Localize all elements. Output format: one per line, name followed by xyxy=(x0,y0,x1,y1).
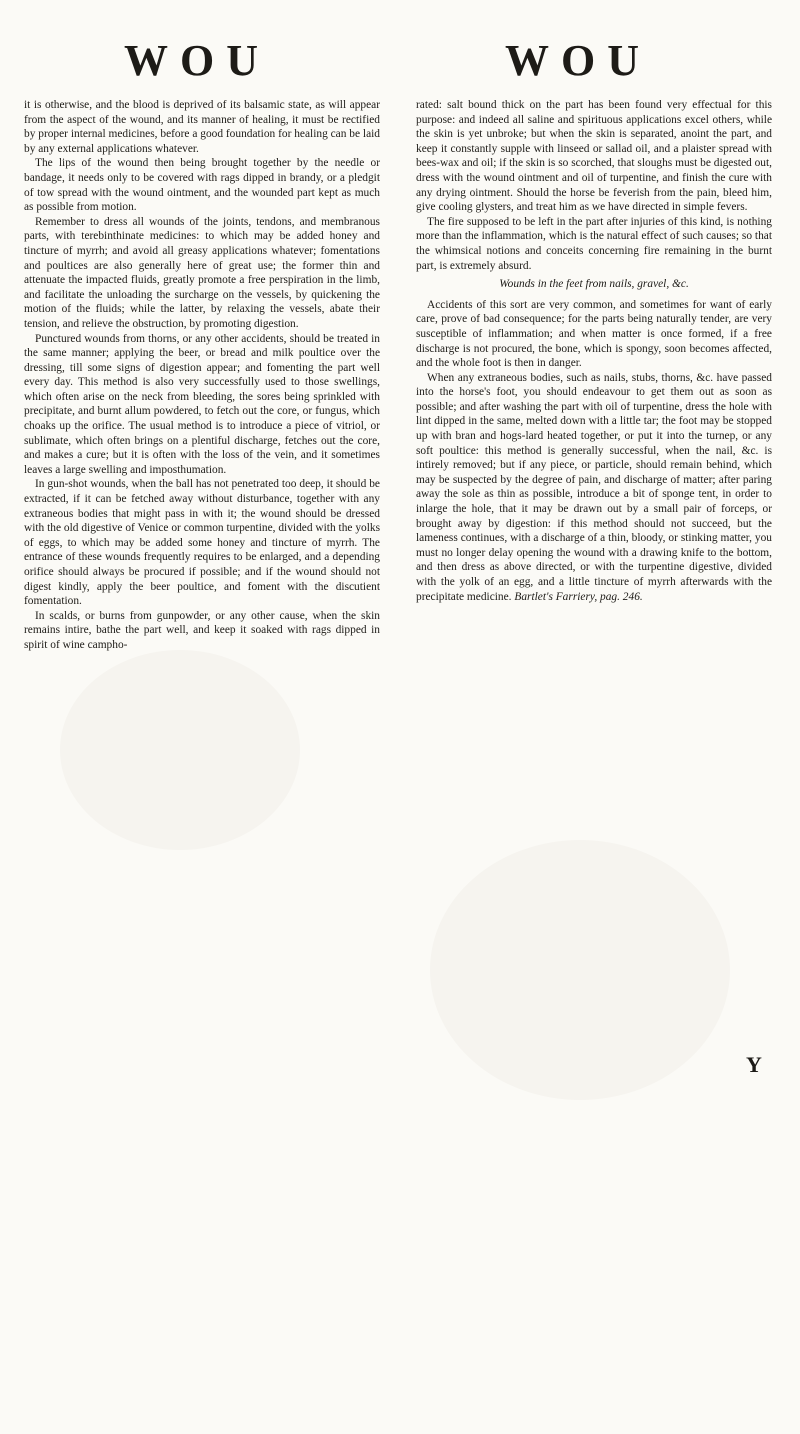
right-column xyxy=(416,98,772,604)
paragraph: The fire supposed to be left in the part after injuries of this kind, is nothing more than the inflammation, which is the natural effect of such causes; so that the whimsical notions and conceits concerning fire remaining in the burnt part, is extremely absurd. xyxy=(416,215,772,272)
paper-stain xyxy=(430,840,730,1100)
paragraph: Punctured wounds from thorns, or any other accidents, should be treated in the same manner; applying the beer, or bread and milk poultice over the dressing, till some signs of digestion appear; and fomenting the part well every day. This method is also very successfully used to those swellings, which often arise on the neck from bleeding, the sores being sprinkled with precipitate, and burnt allum powdered, to fetch out the core, or fungus, which choaks up the orifice. The usual method is to introduce a piece of vitriol, or sublimate, which often brings on a plentiful discharge, fetches out the core, and makes a cure; but it is often with the loss of the vein, and it sometimes leaves a large swelling and imposthumation. xyxy=(24,332,380,476)
paragraph: The lips of the wound then being brought together by the needle or bandage, it needs only to be covered with rags dipped in brandy, or a pledgit of tow spread with the wound ointment, and the wounded part kept as much as possible from motion. xyxy=(24,157,380,214)
catchword: Y xyxy=(746,1052,762,1077)
source-reference: Bartlet's Farriery, pag. 246. xyxy=(514,590,643,603)
running-head-right: WOU xyxy=(505,36,651,85)
running-header xyxy=(0,36,800,86)
paragraph: Accidents of this sort are very common, and sometimes for want of early care, prove of bad consequence; for the parts being naturally tender, are very susceptible of inflammation; and when matter is once formed, if a free discharge is not procured, the bone, which is spongy, soon becomes affected, and the whole foot is then in danger. xyxy=(416,298,772,370)
paragraph: In scalds, or burns from gunpowder, or any other cause, when the skin remains intire, bathe the part well, and keep it soaked with rags dipped in spirit of wine campho- xyxy=(24,609,380,651)
paper-stain xyxy=(60,650,300,850)
paragraph-text: When any extraneous bodies, such as nails, stubs, thorns, &c. have passed into the horse's foot, you should endeavour to get them out as soon as possible; and after washing the part with oil of turpentine, dress the hole with lint dipped in the same, melted down with a little tar; the foot may be stopped up with bran and hogs-lard heated together, or put it into the turnep, or any soft poultice: this method is generally successful, when the nail, &c. is intirely removed; but if any piece, or particle, should remain behind, which may be suspected by the degree of pain, and discharge of matter; after paring away the sole as thin as possible, introduce a bit of sponge tent, in order to inlarge the hole, that it may be drawn out by a small pair of forceps, or brought away by digestion: if this method should not succeed, but the lameness continues, with a discharge of a thin, bloody, or stinking matter, you must no longer delay opening the wound with a drawing knife to the bottom, and then dress as above directed, or with the turpentine digestive, divided with the yolk of an egg, and a little tincture of myrrh afterwards with the precipitate medicine. xyxy=(416,371,772,603)
left-column xyxy=(24,98,380,653)
paragraph: In gun-shot wounds, when the ball has not penetrated too deep, it should be extracted, if it can be fetched away without disturbance, together with any extraneous bodies that might pass in with it; the wound should be dressed with the old digestive of Venice or common turpentine, divided with the yolks of eggs, to which may be added some honey and tincture of myrrh. The entrance of these wounds frequently requires to be enlarged, and a depending orifice should always be procured if possible; and if the wound should not digest kindly, apply the beer poultice, and foment with the discutient fomentation. xyxy=(24,478,380,608)
paragraph: rated: salt bound thick on the part has been found very effectual for this purpose: and indeed all saline and spirituous applications excel others, while the skin is yet unbroke; but when the skin is separated, anoint the part, and keep it constantly supple with linseed or sallad oil, and a plaister spread with bees-wax and oil; if the skin is so scorched, that sloughs must be digested out, dress with the wound ointment and oil of turpentine, and finish the cure with any drying ointment. Should the horse be feverish from the pain, bleed him, give cooling glysters, and treat him as we have directed in simple fevers. xyxy=(416,99,772,214)
paragraph xyxy=(416,371,772,605)
paragraph: it is otherwise, and the blood is deprived of its balsamic state, as will appear from the aspect of the wound, and its manner of healing, it must be rectified by proper internal medicines, before a good foundation for healing can be laid by any external applications whatever. xyxy=(24,99,380,155)
paragraph: Remember to dress all wounds of the joints, tendons, and membranous parts, with terebinthinate medicines: to which may be added honey and tincture of myrrh; and avoid all greasy applications whatever; fomentations and poultices are also generally here of great use; the former thin and attenuate the impacted fluids, greatly promote a free perspiration in the limb, and facilitate the unloading the surcharge on the vessels, by quickening the motion of the fluids; while the latter, by relaxing the vessels, abate their tension, and relieve the obstruction, by promoting digestion. xyxy=(24,215,380,330)
running-head-left: WOU xyxy=(124,36,270,85)
section-title: Wounds in the feet from nails, gravel, &c. xyxy=(499,278,689,291)
